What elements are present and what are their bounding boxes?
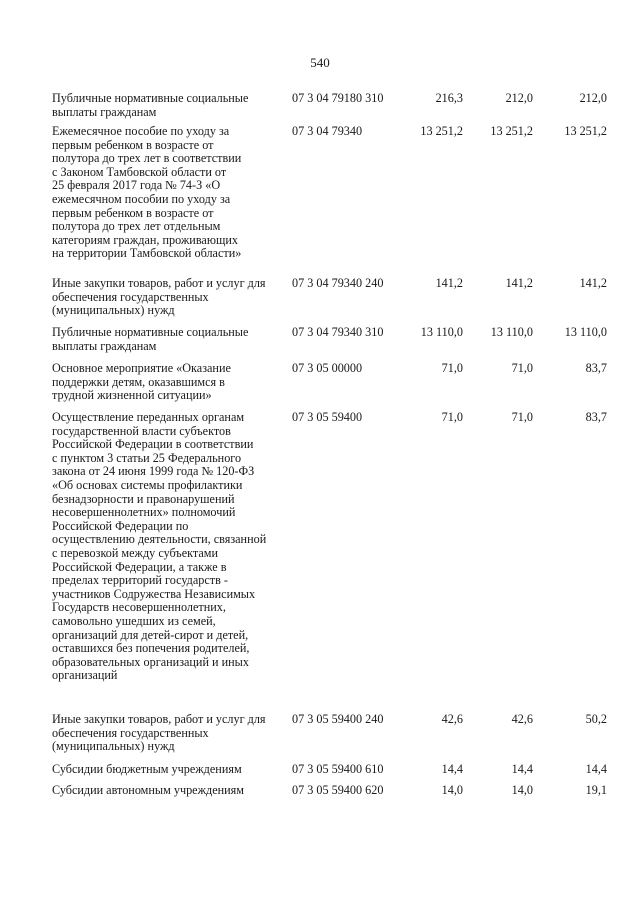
row-description: Публичные нормативные социальные выплаты гражданам	[52, 91, 249, 119]
row-value-3: 141,2	[579, 276, 607, 290]
row-description: Ежемесячное пособие по уходу за первым ребенком в возрасте от полутора до трех лет в соответствии с Законом Тамбовской области от 25 февраля 2017 года № 74-З «О ежемесячном пособии по уходу за первым ребенком в возрасте от полутора до трех лет отдельным категориям граждан, проживающих на территории Тамбовской области»	[52, 124, 242, 261]
page-number: 540	[310, 55, 330, 70]
row-value-1: 13 110,0	[420, 325, 463, 339]
row-description: Иные закупки товаров, работ и услуг для обеспечения государственных (муниципальных) нужд	[52, 276, 266, 318]
row-description: Осуществление переданных органам государственной власти субъектов Российской Федерации в соответствии с пунктом 3 статьи 25 Федерального закона от 24 июня 1999 года № 120-ФЗ «Об основах системы профилактики безнадзорности и правонарушений несовершеннолетних» полномочий Российской Федерации по осуществлению деятельности, связанной с перевозкой между субъектами Российской Федерации, а также в пределах территорий государств - участников Содружества Независимых Государств несовершеннолетних, самовольно ушедших из семей, организаций для детей-сирот и детей, оставшихся без попечения родителей, образовательных организаций и иных организаций	[52, 410, 267, 683]
row-value-1: 42,6	[441, 712, 463, 726]
row-description: Субсидии автономным учреждениям	[52, 783, 244, 797]
row-code: 07 3 04 79340	[292, 124, 363, 138]
row-code: 07 3 05 59400 610	[292, 762, 384, 776]
row-value-2: 14,4	[511, 762, 533, 776]
row-value-2: 71,0	[511, 361, 533, 375]
row-value-1: 14,4	[441, 762, 463, 776]
row-value-3: 83,7	[585, 410, 607, 424]
row-code: 07 3 04 79340 310	[292, 325, 384, 339]
row-code: 07 3 04 79180 310	[292, 91, 384, 105]
row-value-3: 50,2	[585, 712, 607, 726]
row-value-2: 13 251,2	[490, 124, 533, 138]
row-value-2: 13 110,0	[490, 325, 533, 339]
row-value-1: 216,3	[435, 91, 463, 105]
row-value-3: 19,1	[585, 783, 607, 797]
row-code: 07 3 04 79340 240	[292, 276, 384, 290]
row-value-3: 212,0	[579, 91, 607, 105]
row-value-3: 13 251,2	[564, 124, 607, 138]
row-code: 07 3 05 59400 620	[292, 783, 384, 797]
row-value-2: 14,0	[511, 783, 533, 797]
row-value-1: 71,0	[441, 361, 463, 375]
row-value-2: 141,2	[505, 276, 533, 290]
row-code: 07 3 05 59400	[292, 410, 363, 424]
row-value-3: 14,4	[585, 762, 607, 776]
row-value-1: 141,2	[435, 276, 463, 290]
row-value-2: 42,6	[511, 712, 533, 726]
row-value-2: 71,0	[511, 410, 533, 424]
row-code: 07 3 05 59400 240	[292, 712, 384, 726]
row-description: Иные закупки товаров, работ и услуг для обеспечения государственных (муниципальных) нужд	[52, 712, 266, 754]
row-value-1: 71,0	[441, 410, 463, 424]
row-description: Публичные нормативные социальные выплаты гражданам	[52, 325, 249, 353]
row-value-3: 13 110,0	[564, 325, 607, 339]
row-code: 07 3 05 00000	[292, 361, 363, 375]
row-value-1: 13 251,2	[420, 124, 463, 138]
row-value-2: 212,0	[505, 91, 533, 105]
row-value-3: 83,7	[585, 361, 607, 375]
row-value-1: 14,0	[441, 783, 463, 797]
row-description: Субсидии бюджетным учреждениям	[52, 762, 242, 776]
row-description: Основное мероприятие «Оказание поддержки детям, оказавшимся в трудной жизненной ситуации»	[52, 361, 231, 403]
